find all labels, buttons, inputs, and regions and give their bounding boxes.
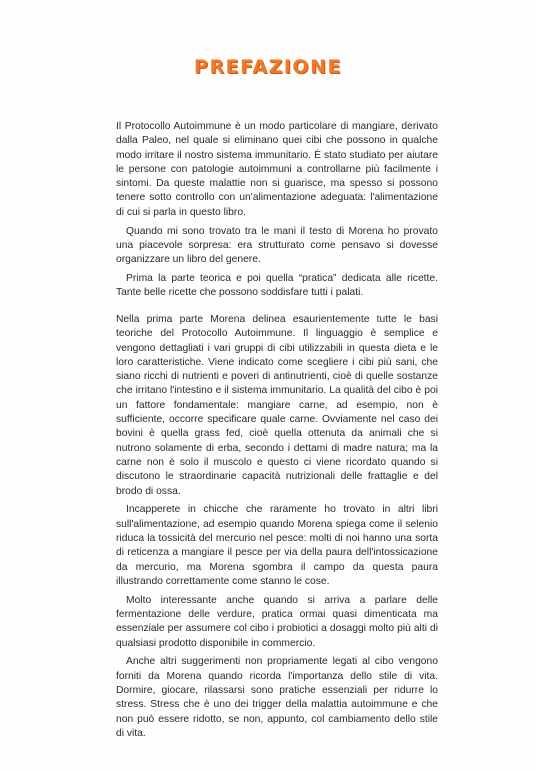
paragraph: Prima la parte teorica e poi quella “pratica” dedicata alle ricette. Tante belle ricette che possono soddisfare tutti i palati.	[116, 272, 438, 299]
paragraph: Anche altri suggerimenti non propriamente legati al cibo vengono forniti da Morena quando ricorda l'importanza dello stile di vita. Dormire, giocare, rilassarsi sono pratiche essenziali per ridurre lo stress. Stress che è uno dei trigger della malattia autoimmune e che non può essere ridotto, se non, appunto, col cambiamento dello stile di vita.	[116, 656, 438, 739]
paragraph: Quando mi sono trovato tra le mani il testo di Morena ho provato una piacevole sorpresa: era strutturato come pensavo si dovesse organizzare un libro del genere.	[116, 225, 438, 266]
paragraph: Nella prima parte Morena delinea esaurientemente tutte le basi teoriche del Protocollo Autoimmune. Il linguaggio è semplice e vengono dettagliati i vari gruppi di cibi utilizzabili in questa dieta e le loro caratteristiche. Viene indicato come scegliere i cibi più sani, che siano ricchi di nutrienti e poveri di antinutrienti, cioè di quelle sostanze che irritano l'intestino e il sistema immunitario. La qualità del cibo è poi un fattore fondamentale: mangiare carne, ad esempio, non è sufficiente, occorre specificare quale carne. Ovviamente nel caso dei bovini è quella grass fed, cioè quella ottenuta da animali che si nutrono solamente di erba, secondo i dettami di madre natura; ma la carne non è solo il muscolo e questo ci viene ricordato quando si discutono le straordinarie capacità nutrizionali delle frattaglie e del brodo di ossa.	[116, 314, 438, 497]
paragraph: Il Protocollo Autoimmune è un modo particolare di mangiare, derivato dalla Paleo, nel quale si eliminano quei cibi che possono in qualche modo irritare il nostro sistema immunitario. È stato studiato per aiutare le persone con patologie autoimmuni a controllarne più facilmente i sintomi. Da queste malattie non si guarisce, ma spesso si possono tenere sotto controllo con un'alimentazione adeguata: l'alimentazione di cui si parla in questo libro.	[116, 121, 438, 218]
paragraph: Molto interessante anche quando si arriva a parlare delle fermentazione delle verdure, pratica ormai quasi dimenticata ma essenziale per assumere col cibo i probiotici a dosaggi molto più alti di qualsiasi prodotto disponibile in commercio.	[116, 594, 438, 649]
main-section	[116, 313, 438, 746]
page-title: PREFAZIONE	[194, 56, 342, 78]
paragraph: Incapperete in chicche che raramente ho trovato in altri libri sull'alimentazione, ad esempio quando Morena spiega come il selenio riduca la tossicità del mercurio nel pesce: molti di noi hanno una sorta di reticenza a mangiare il pesce per via della paura dell'intossicazione da mercurio, ma Morena sgombra il campo da questa paura illustrando correttamente come stanno le cose.	[116, 504, 438, 587]
intro-section	[116, 120, 438, 305]
